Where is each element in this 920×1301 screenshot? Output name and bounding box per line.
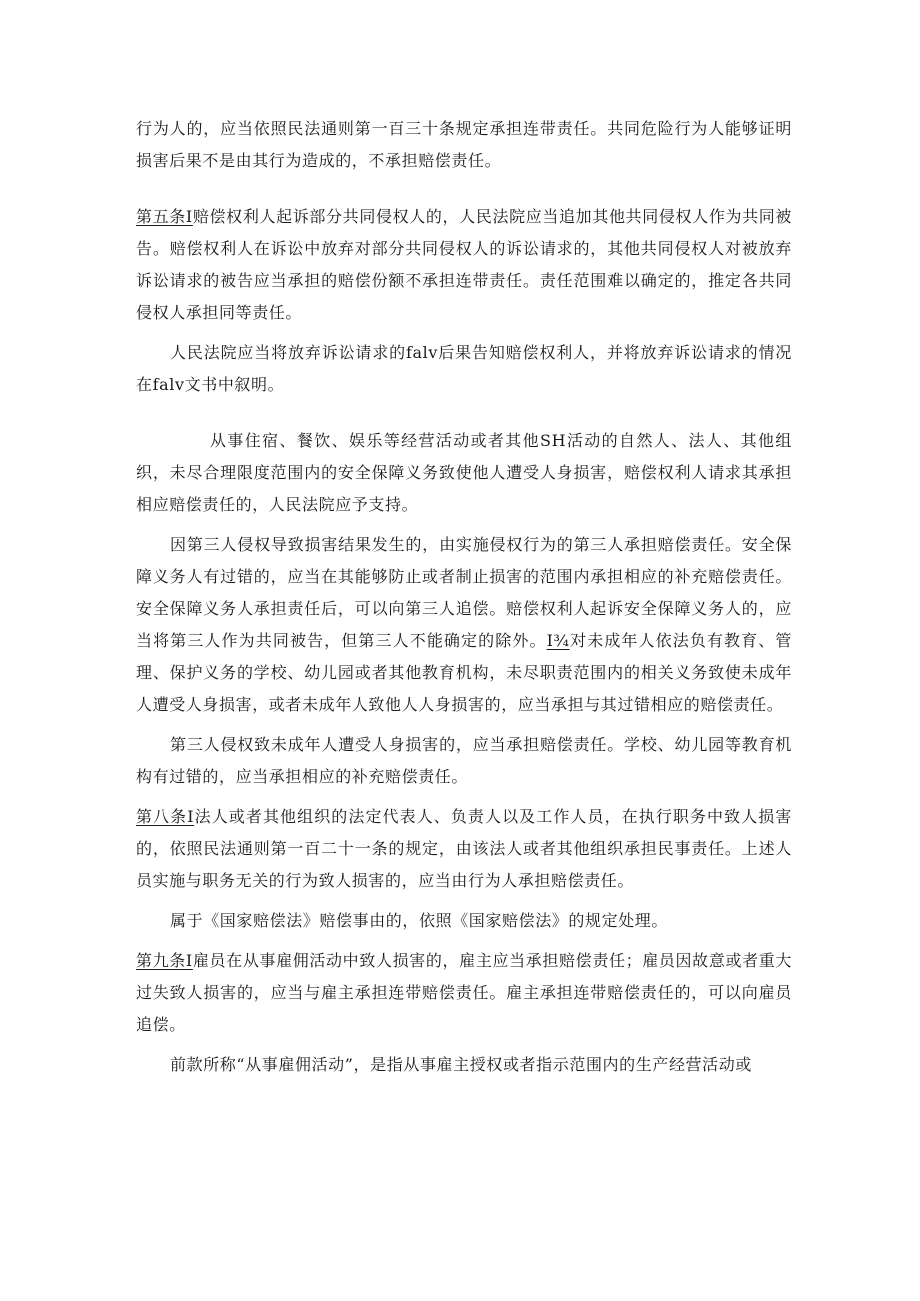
paragraph-text: 因第三人侵权导致损害结果发生的，由实施侵权行为的第三人承担赔偿责任。安全保障义务人有过错的，应当在其能够防止或者制止损害的范围内承担相应的补充赔偿责任。安全保障义务人承担责任后，可以向第三人追偿。赔偿权利人起诉安全保障义务人的，应当将第三人作为共同被告，但第三人不能确定的除外。 bbox=[136, 535, 792, 650]
article-marker: 第八条I bbox=[136, 807, 195, 826]
paragraph-text: 从事住宿、餐饮、娱乐等经营活动或者其他SH活动的自然人、法人、其他组织，未尽合理限度范围内的安全保障义务致使他人遭受人身损害，赔偿权利人请求其承担相应赔偿责任的，人民法院应予支持。 bbox=[136, 431, 792, 514]
article-5-paragraph bbox=[136, 201, 792, 329]
paragraph-text: 第三人侵权致未成年人遭受人身损害的，应当承担赔偿责任。学校、幼儿园等教育机构有过错的，应当承担相应的补充赔偿责任。 bbox=[136, 735, 792, 786]
paragraph-text: 赔偿权利人起诉部分共同侵权人的，人民法院应当追加其他共同侵权人作为共同被告。赔偿权利人在诉讼中放弃对部分共同侵权人的诉讼请求的，其他共同侵权人对被放弃诉讼请求的被告应当承担的赔偿份额不承担连带责任。责任范围难以确定的，推定各共同侵权人承担同等责任。 bbox=[136, 207, 792, 322]
paragraph-text: 人民法院应当将放弃诉讼请求的falv后果告知赔偿权利人，并将放弃诉讼请求的情况在falv文书中叙明。 bbox=[136, 343, 792, 394]
article-9-paragraph bbox=[136, 945, 792, 1041]
article-marker: 第五条I bbox=[136, 207, 193, 226]
paragraph bbox=[136, 1049, 792, 1081]
paragraph bbox=[136, 729, 792, 793]
paragraph-text: 前款所称“从事雇佣活动”，是指从事雇主授权或者指示范围内的生产经营活动或 bbox=[170, 1055, 752, 1074]
paragraph-continuation bbox=[136, 113, 792, 177]
paragraph-text: 属于《国家赔偿法》赔偿事由的，依照《国家赔偿法》的规定处理。 bbox=[170, 911, 669, 930]
article-marker: 第九条I bbox=[136, 951, 193, 970]
paragraph bbox=[136, 425, 792, 521]
paragraph bbox=[136, 337, 792, 401]
article-marker: I¾ bbox=[546, 631, 570, 650]
paragraph-text: 雇员在从事雇佣活动中致人损害的，雇主应当承担赔偿责任；雇员因故意或者重大过失致人损害的，应当与雇主承担连带赔偿责任。雇主承担连带赔偿责任的，可以向雇员追偿。 bbox=[136, 951, 792, 1034]
paragraph bbox=[136, 905, 792, 937]
paragraph-text-tail: 对未成年人依法负有教育、管理、保护义务的学校、幼儿园或者其他教育机构，未尽职责范围内的相关义务致使未成年人遭受人身损害，或者未成年人致他人人身损害的，应当承担与其过错相应的赔偿责任。 bbox=[136, 631, 792, 714]
paragraph bbox=[136, 529, 792, 721]
article-8-paragraph bbox=[136, 801, 792, 897]
paragraph-text: 行为人的，应当依照民法通则第一百三十条规定承担连带责任。共同危险行为人能够证明损害后果不是由其行为造成的，不承担赔偿责任。 bbox=[136, 119, 792, 170]
paragraph-text: 法人或者其他组织的法定代表人、负责人以及工作人员，在执行职务中致人损害的，依照民法通则第一百二十一条的规定，由该法人或者其他组织承担民事责任。上述人员实施与职务无关的行为致人损害的，应当由行为人承担赔偿责任。 bbox=[136, 807, 792, 890]
